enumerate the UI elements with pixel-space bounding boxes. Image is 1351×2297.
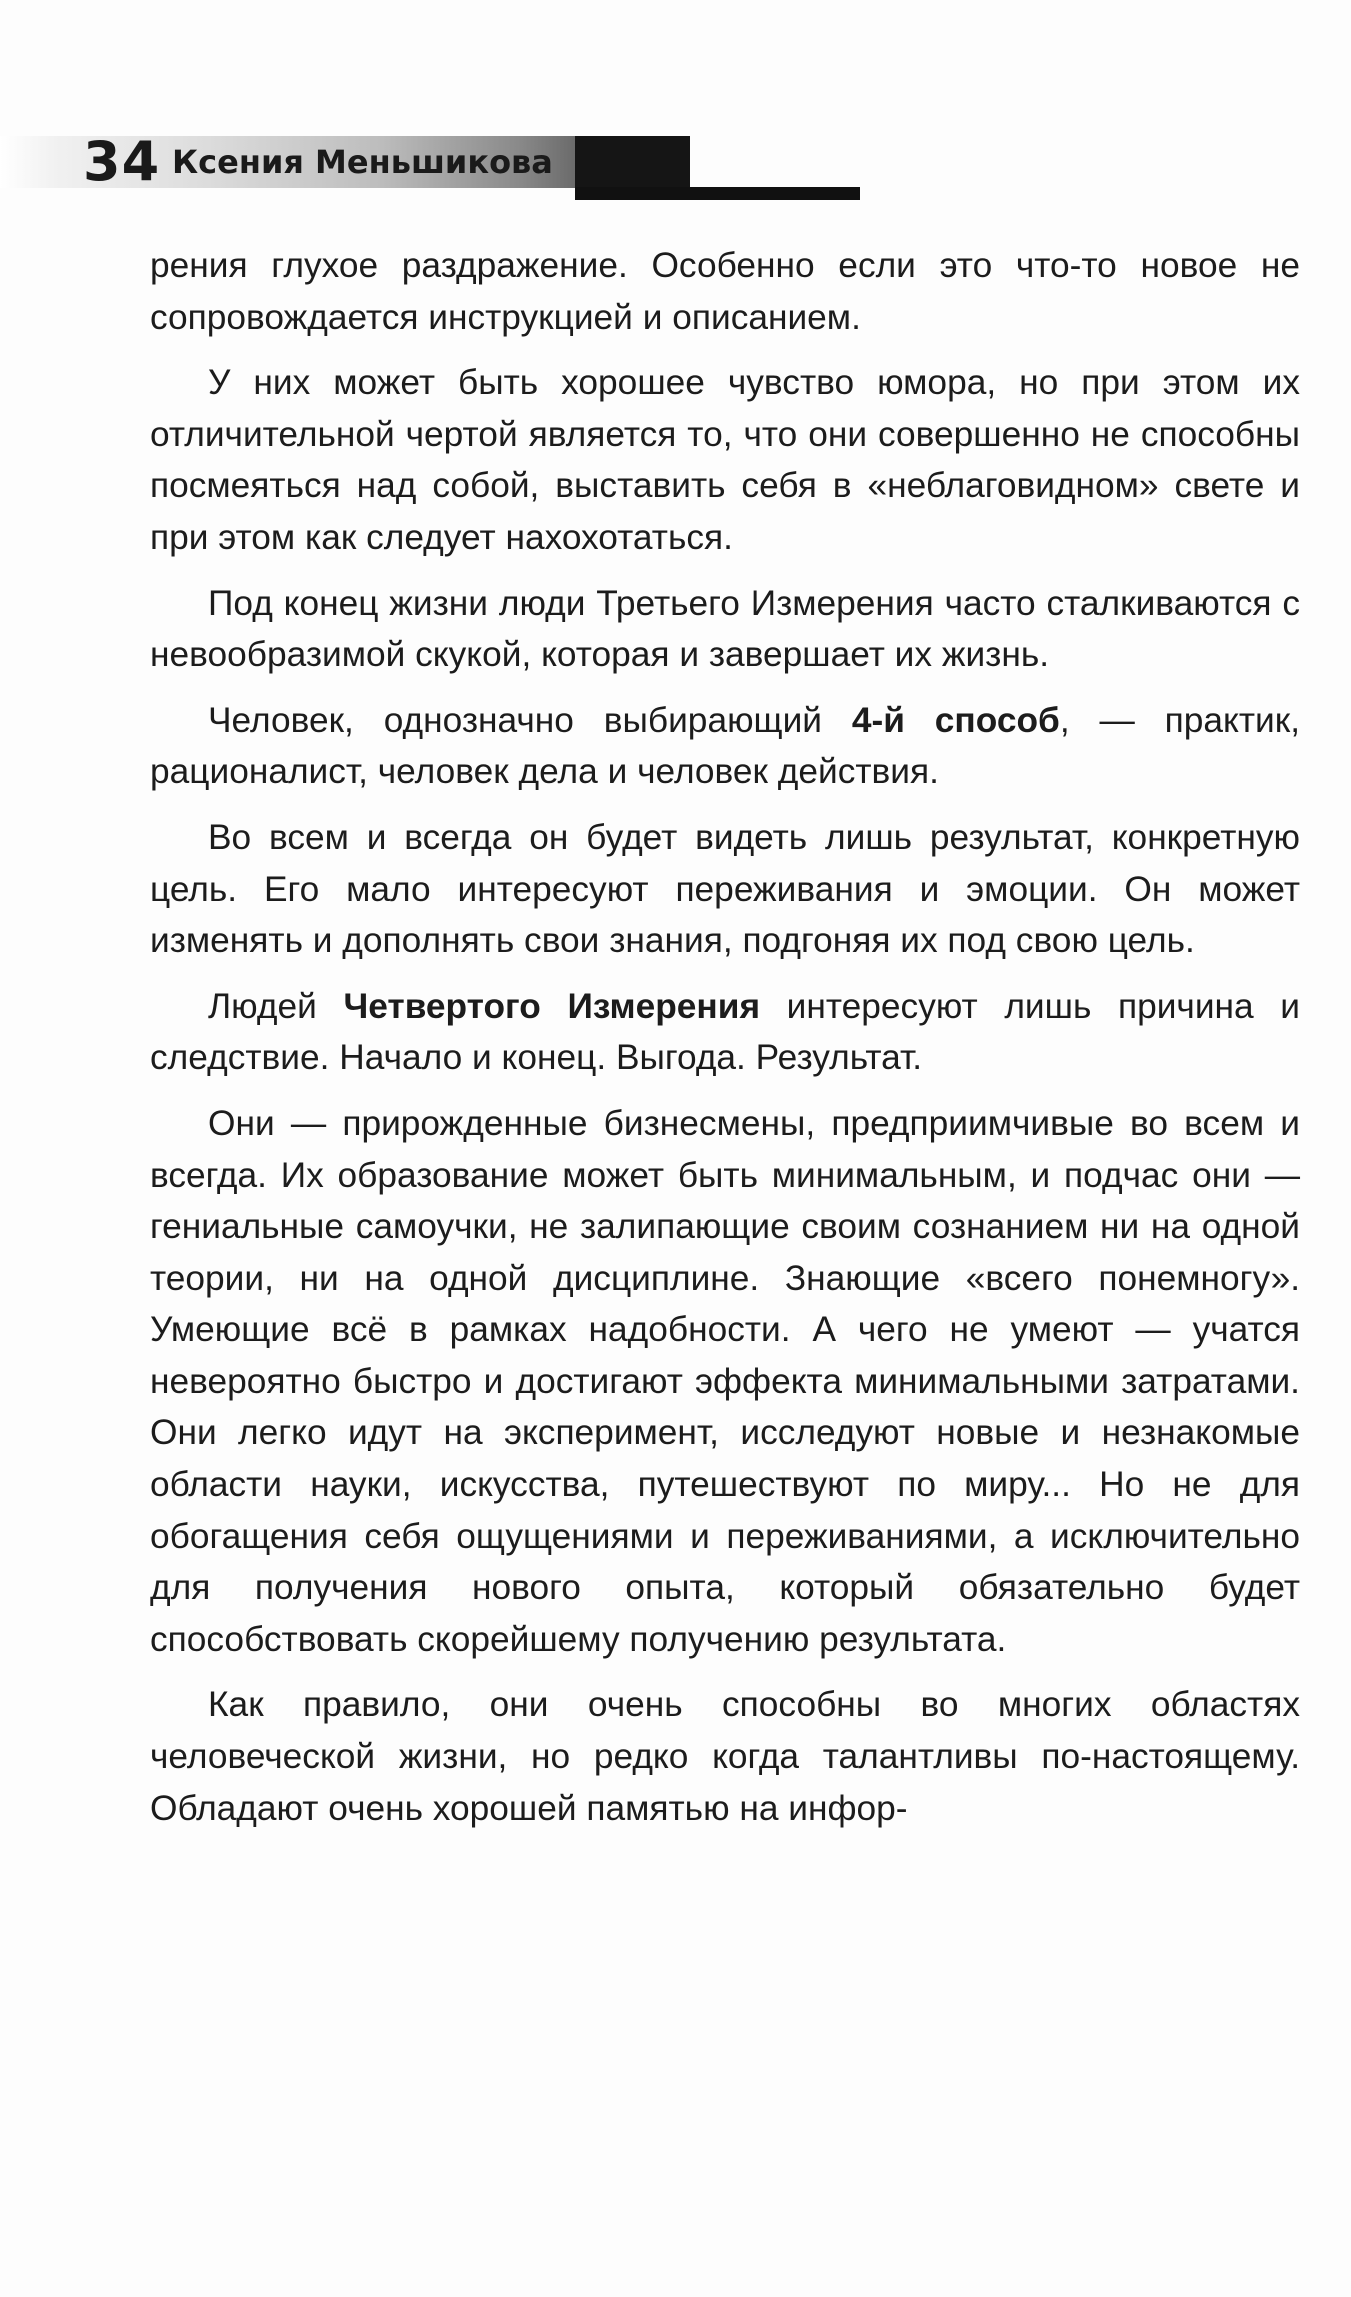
paragraph-fourth-method-before: Человек, однозначно выбирающий: [208, 700, 852, 740]
paragraph-fourth-dimension-after: интересуют лишь причина и следствие. Начало и конец. Выгода. Результат.: [150, 986, 1300, 1078]
running-header: [0, 130, 860, 196]
paragraph-continued: рения глухое раздражение. Особенно если это что-то новое не сопровождается инструкцией и описанием.: [150, 246, 1300, 337]
paragraph-end-of-life: Под конец жизни люди Третьего Измерения часто сталкиваются с невообразимой скукой, которая и завершает их жизнь.: [150, 583, 1300, 675]
paragraph-fourth-method: [150, 695, 1300, 798]
paragraph-abilities: Как правило, они очень способны во многих областях человеческой жизни, но редко когда талантливы по-настоящему. Обладают очень хорошей памятью на инфор-: [150, 1685, 1300, 1828]
bold-term-fourth-method: 4-й способ: [851, 700, 1060, 740]
page-number: 34: [83, 130, 161, 193]
paragraph-fourth-method-after: , — практик, рационалист, человек дела и человек действия.: [150, 700, 1301, 792]
paragraph-result: Во всем и всегда он будет видеть лишь результат, конкретную цель. Его мало интересуют переживания и эмоции. Он может изменять и дополнять свои знания, подгоняя их под свою цель.: [150, 817, 1300, 961]
header-dark-block: [575, 136, 690, 188]
bold-term-fourth-dimension: Четвертого Измерения: [343, 986, 761, 1026]
body-text: [150, 240, 1300, 1848]
paragraph-fourth-dimension-before: Людей: [208, 986, 344, 1026]
paragraph-businessmen: Они — прирожденные бизнесмены, предприимчивые во всем и всегда. Их образование может быть минимальным, и подчас они — гениальные самоучки, не залипающие своим сознанием ни на одной теории, ни на одной дисциплине. Знающие «всего понемногу». Умеющие всё в рамках надобности. А чего не умеют — учатся невероятно быстро и достигают эффекта минимальными затратами. Они легко идут на эксперимент, исследуют новые и незнакомые области науки, искусства, путешествуют по миру... Но не для обогащения себя ощущениями и переживаниями, а исключительно для получения нового опыта, который обязательно будет способствовать скорейшему получению результата.: [150, 1103, 1300, 1659]
paragraph-humor: У них может быть хорошее чувство юмора, но при этом их отличительной чертой является то, что они совершенно не способны посмеяться над собой, выставить себя в «неблаговидном» свете и при этом как следует нахохотаться.: [150, 363, 1300, 557]
header-rule: [575, 187, 860, 200]
paragraph-fourth-dimension: [150, 981, 1300, 1084]
running-title-author: Ксения Меньшикова: [172, 143, 553, 181]
